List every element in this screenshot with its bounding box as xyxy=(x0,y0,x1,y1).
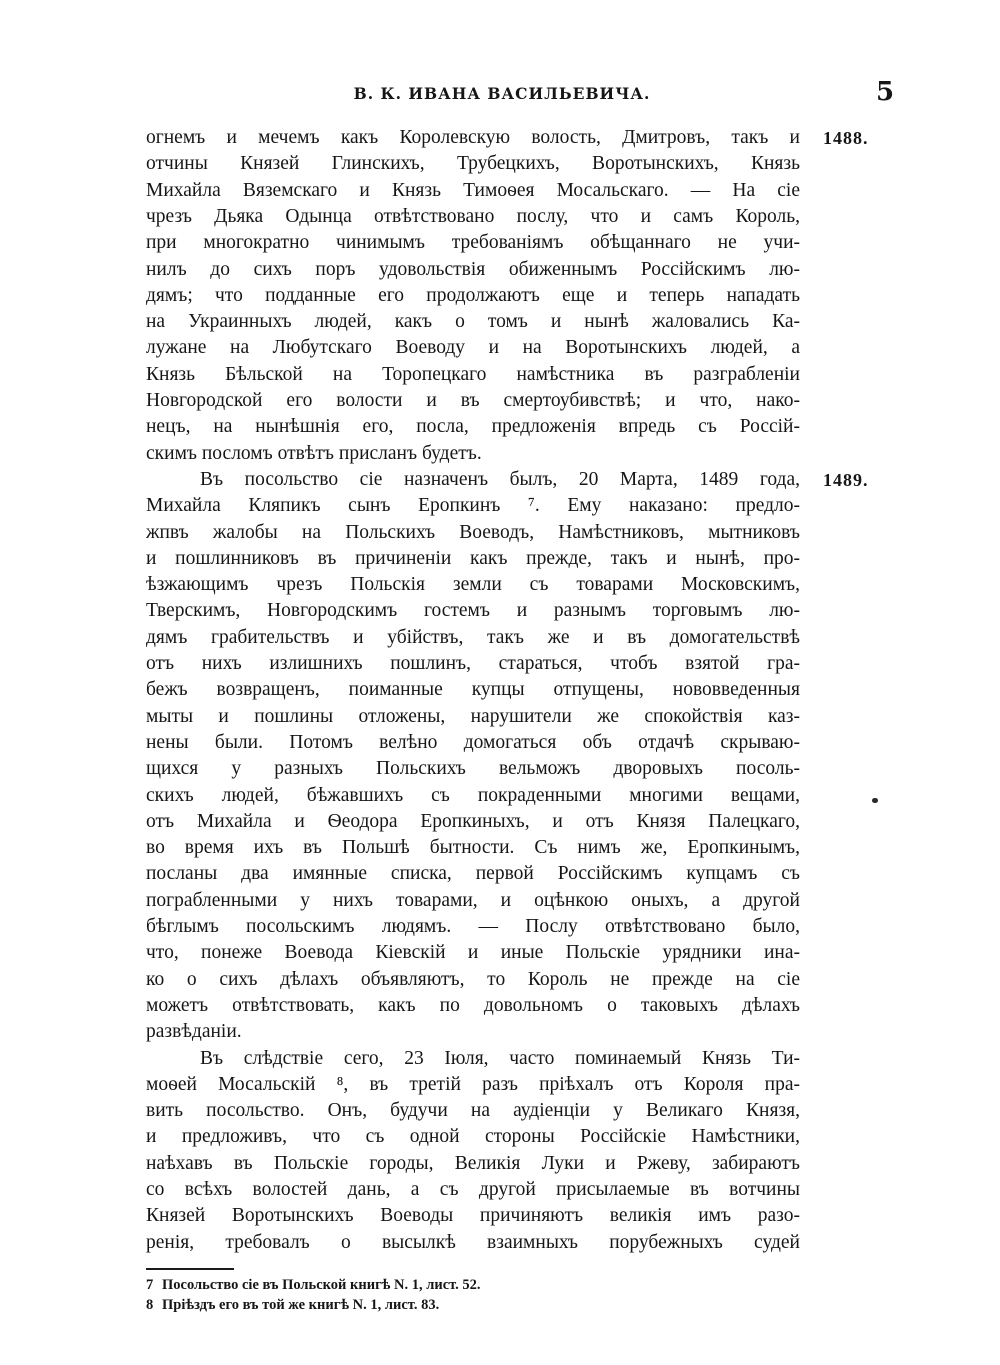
running-title: В. К. ИВАНА ВАСИЛЬЕВИЧА. xyxy=(353,84,651,103)
body-line: Тверскимъ, Новгородскимъ гостемъ и разнымъ торговымъ лю- xyxy=(146,600,800,622)
footnote xyxy=(146,1296,439,1315)
margin-year: 1488. xyxy=(823,128,869,148)
body-line: посланы два имянные списка, первой Россійскимъ купцамъ съ xyxy=(146,863,800,885)
body-line: лужане на Любутскаго Воеводу и на Воротынскихъ людей, а xyxy=(146,337,800,359)
body-line: жпвъ жалобы на Польскихъ Воеводъ, Намѣстниковъ, мытниковъ xyxy=(146,521,800,543)
body-line: можетъ отвѣтствовать, какъ по довольномъ о таковыхъ дѣлахъ xyxy=(146,994,800,1016)
paragraph-start: Въ слѣдствіе сего, 23 Іюля, часто поминаемый Князь Ти- xyxy=(200,1047,800,1069)
body-line: дямъ грабительствъ и убійствъ, такъ же и въ домогательствѣ xyxy=(146,626,800,648)
body-line: скимъ посломъ отвѣтъ присланъ будетъ. xyxy=(146,442,482,464)
body-line: нены были. Потомъ велѣно домогаться объ отдачѣ скрываю- xyxy=(146,731,800,753)
body-line: ко о сихъ дѣлахъ объявляютъ, то Король не прежде на сіе xyxy=(146,968,800,990)
body-line: Князей Воротынскихъ Воеводы причиняютъ великія имъ разо- xyxy=(146,1205,800,1227)
body-line: пограбленными у нихъ товарами, и оцѣнкою оныхъ, а другой xyxy=(146,889,800,911)
body-line: нилъ до сихъ поръ удовольствія обиженнымъ Россійскимъ лю- xyxy=(146,258,800,280)
body-line: при многократно чинимымъ требованіямъ обѣщаннаго не учи- xyxy=(146,232,800,254)
body-line: и пошлинниковъ въ причиненіи какъ прежде, такъ и нынѣ, про- xyxy=(146,547,800,569)
body-line: Михайла Кляпикъ сынъ Еропкинъ ⁷. Ему наказано: предло- xyxy=(146,495,800,517)
body-line: со всѣхъ волостей дань, а съ другой присылаемые въ вотчины xyxy=(146,1179,800,1200)
body-line: наѣхавъ въ Польскіе городы, Великія Луки и Ржеву, забираютъ xyxy=(146,1152,800,1174)
paragraph-start: Въ посольство сіе назначенъ былъ, 20 Марта, 1489 года, xyxy=(200,468,800,490)
body-line: огнемъ и мечемъ какъ Королевскую волость, Дмитровъ, такъ и xyxy=(146,127,800,148)
body-line: Михайла Вяземскаго и Князь Тимоѳея Мосальскаго. — На сіе xyxy=(146,179,800,201)
body-line: отъ нихъ излишнихъ пошлинъ, стараться, чтобъ взятой гра- xyxy=(146,653,800,674)
footnote-text: Посольство сіе въ Польской книгѣ N. 1, лист. 52. xyxy=(162,1276,481,1293)
body-line: бежъ возвращенъ, поиманные купцы отпущены, нововведенныя xyxy=(146,679,800,701)
body-line: мыты и пошлины отложены, нарушители же спокойствія каз- xyxy=(146,705,800,727)
page-header xyxy=(0,77,1000,108)
body-line: моѳей Мосальскій ⁸, въ третій разъ пріѣхалъ отъ Короля пра- xyxy=(146,1073,800,1095)
body-line: чрезъ Дьяка Одынца отвѣтствовано послу, что и самъ Король, xyxy=(146,205,800,227)
body-line: бѣглымъ посольскимъ людямъ. — Послу отвѣтствовано было, xyxy=(146,916,800,937)
footnote-rule xyxy=(146,1268,234,1270)
footnote xyxy=(146,1276,481,1295)
body-line: развѣданіи. xyxy=(146,1021,242,1043)
page-number: 5 xyxy=(876,77,895,107)
body-line: отъ Михайла и Ѳеодора Еропкиныхъ, и отъ Князя Палецкаго, xyxy=(146,810,800,832)
body-line: дямъ; что подданные его продолжаютъ еще и теперь нападать xyxy=(146,284,800,306)
body-line: во время ихъ въ Польшѣ бытности. Съ нимъ же, Еропкинымъ, xyxy=(146,837,800,859)
body-line: Новгородской его волости и въ смертоубивствѣ; и что, нако- xyxy=(146,390,800,411)
body-line: на Украинныхъ людей, какъ о томъ и нынѣ жаловались Ка- xyxy=(146,311,800,333)
footnote-text: Пріѣздъ его въ той же книгѣ N. 1, лист. 83. xyxy=(162,1296,440,1313)
body-line: ѣзжающимъ чрезъ Польскія земли съ товарами Московскимъ, xyxy=(146,574,800,596)
body-line: отчины Князей Глинскихъ, Трубецкихъ, Воротынскихъ, Князь xyxy=(146,153,800,175)
body-line: нецъ, на нынѣшнія его, посла, предложенія впредь съ Россій- xyxy=(146,416,800,438)
footnote-number: 7 xyxy=(146,1276,154,1293)
body-line: вить посольство. Онъ, будучи на аудіенціи у Великаго Князя, xyxy=(146,1100,800,1122)
ink-speck xyxy=(872,798,878,803)
body-line: и предложивъ, что съ одной стороны Россійскіе Намѣстники, xyxy=(146,1126,800,1148)
body-line: что, понеже Воевода Кіевскій и иные Польскіе урядники ина- xyxy=(146,942,800,964)
margin-year: 1489. xyxy=(823,469,869,490)
body-line: ренія, требовалъ о высылкѣ взаимныхъ порубежныхъ судей xyxy=(146,1231,800,1253)
body-line: щихся у разныхъ Польскихъ вельможъ дворовыхъ посоль- xyxy=(146,758,800,780)
footnote-number: 8 xyxy=(146,1296,154,1313)
body-line: скихъ людей, бѣжавшихъ съ покраденными многими вещами, xyxy=(146,784,800,806)
body-line: Князь Бѣльской на Торопецкаго намѣстника въ разграбленіи xyxy=(146,363,800,385)
